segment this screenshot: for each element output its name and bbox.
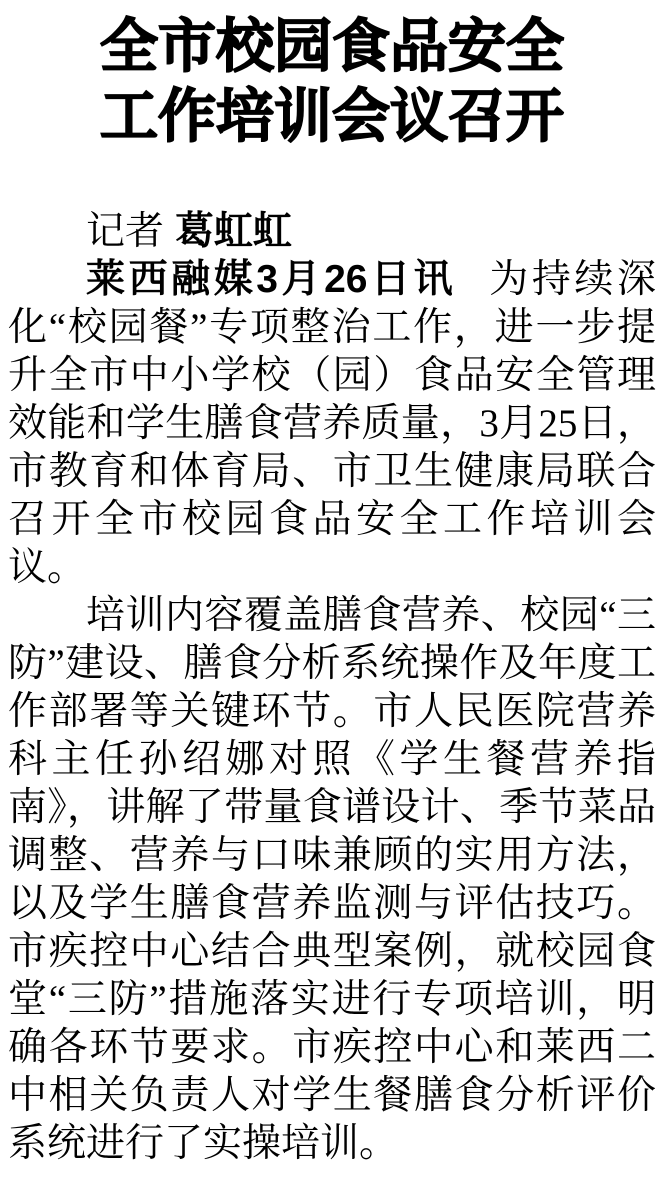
- headline-line-2: 工作培训会议召开: [99, 84, 564, 149]
- paragraph-2: [8, 592, 656, 1168]
- byline: [8, 208, 656, 256]
- paragraph-1: [8, 256, 656, 592]
- dateline-lead: 莱西融媒3月26日讯: [86, 258, 457, 301]
- byline-reporter-name: 葛虹虹: [174, 210, 292, 253]
- paragraph-1-text: 为持续深化“校园餐”专项整治工作，进一步提升全市中小学校（园）食品安全管理效能和学生膳食营养质量，3月25日，市教育和体育局、市卫生健康局联合召开全市校园食品安全工作培训会议。: [8, 258, 656, 589]
- article-headline: [8, 12, 656, 152]
- headline-line-1: 全市校园食品安全: [99, 14, 564, 79]
- byline-role-label: 记者: [86, 210, 165, 253]
- paragraph-2-text: 培训内容覆盖膳食营养、校园“三防”建设、膳食分析系统操作及年度工作部署等关键环节。市人民医院营养科主任孙绍娜对照《学生餐营养指南》，讲解了带量食谱设计、季节菜品调整、营养与口味兼顾的实用方法，以及学生膳食营养监测与评估技巧。市疾控中心结合典型案例，就校园食堂“三防”措施落实进行专项培训，明确各环节要求。市疾控中心和莱西二中相关负责人对学生餐膳食分析评价系统进行了实操培训。: [8, 594, 656, 1165]
